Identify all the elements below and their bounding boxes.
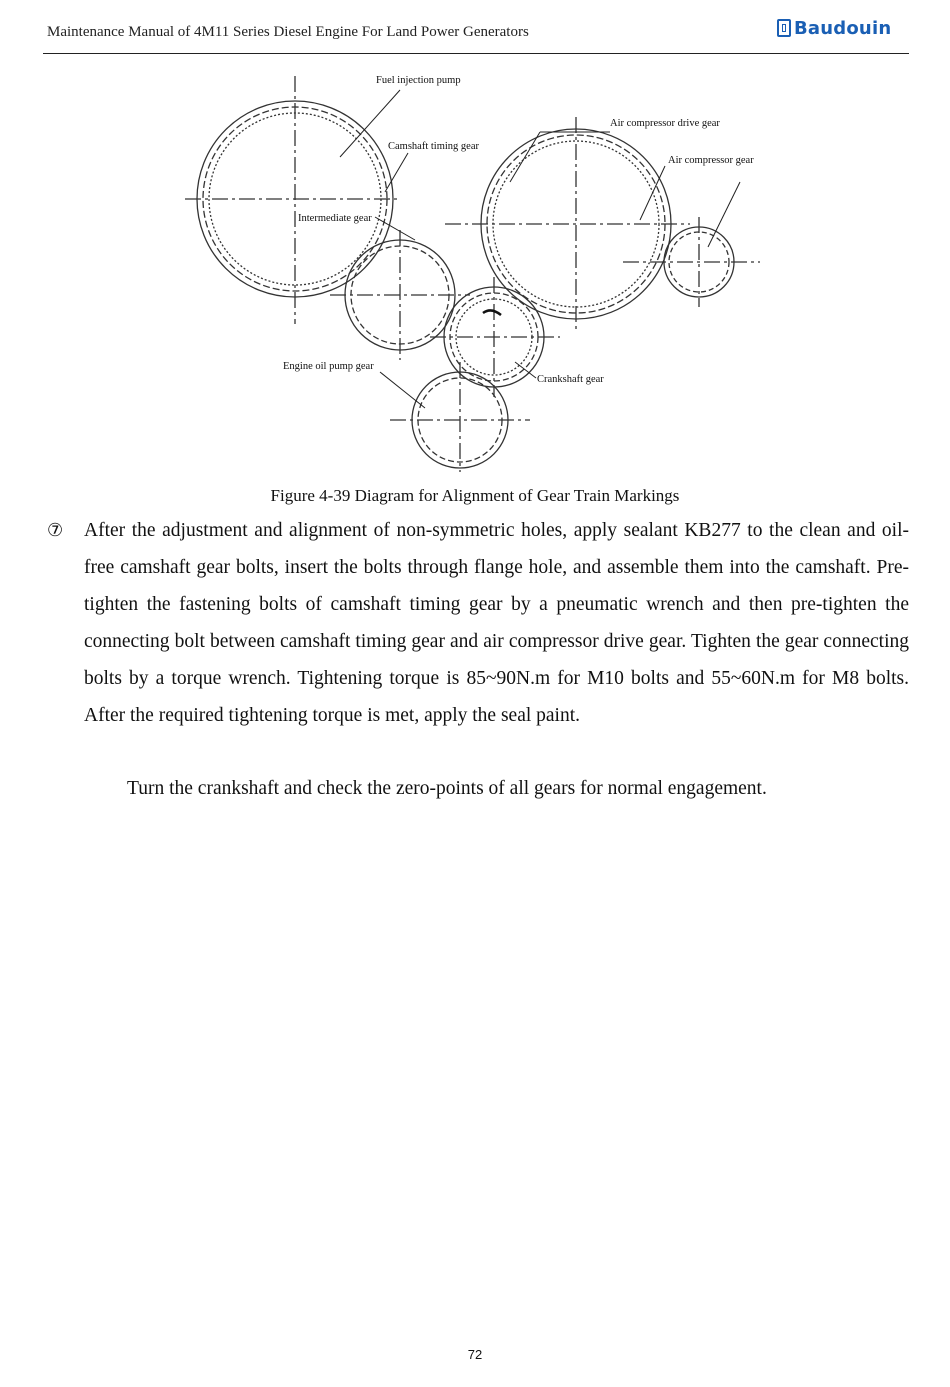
label-camshaft-timing-gear: Camshaft timing gear [388,141,479,152]
step-7 [47,512,909,734]
label-engine-oil-pump-gear: Engine oil pump gear [283,361,374,372]
label-intermediate-gear: Intermediate gear [298,213,372,224]
logo-text: Baudouin [794,17,892,39]
air-compressor-drive-gear-shape [445,117,690,330]
step-marker: ⑦ [47,520,64,541]
engine-oil-pump-gear-shape [390,362,530,472]
camshaft-timing-gear-shape [185,76,400,324]
logo-mark-icon [777,19,791,37]
label-crankshaft-gear: Crankshaft gear [537,374,604,385]
label-fuel-injection-pump: Fuel injection pump [376,75,461,86]
air-compressor-gear-shape [623,217,760,307]
label-air-compressor-drive-gear: Air compressor drive gear [610,118,720,129]
figure-caption: Figure 4-39 Diagram for Alignment of Gear Train Markings [270,486,680,505]
header-title: Maintenance Manual of 4M11 Series Diesel Engine For Land Power Generators [47,24,529,40]
label-air-compressor-gear: Air compressor gear [668,155,754,166]
page-number: 72 [467,1347,483,1362]
gear-train-diagram [180,62,780,482]
step-text: After the adjustment and alignment of non-symmetric holes, apply sealant KB277 to the clean and oil-free camshaft gear bolts, insert the bolts through flange hole, and assemble them into the camshaft. Pre-tighten the fastening bolts of camshaft timing gear by a pneumatic wrench and then pre-tighten the connecting bolt between camshaft timing gear and air compressor drive gear. Tighten the gear connecting bolts by a torque wrench. Tightening torque is 85~90N.m for M10 bolts and 55~60N.m for M8 bolts. After the required tightening torque is met, apply the seal paint. [84,520,909,726]
gear-train-svg [180,62,780,482]
body-paragraph: Turn the crankshaft and check the zero-points of all gears for normal engagement. [127,778,767,799]
header-divider [43,53,909,54]
company-logo [777,16,891,40]
intermediate-gear-shape [330,230,470,360]
